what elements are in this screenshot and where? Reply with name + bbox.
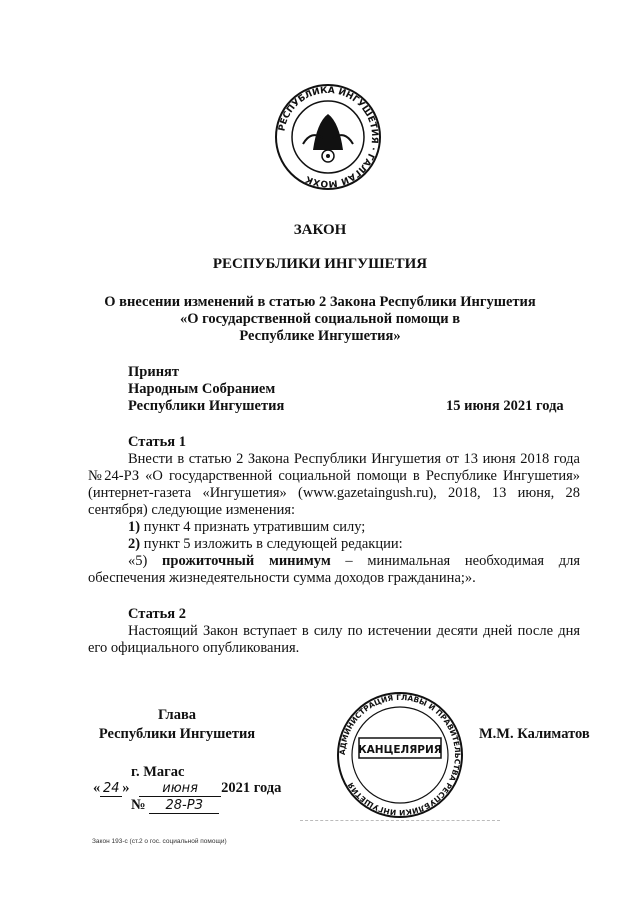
signing-city: г. Магас	[131, 764, 185, 780]
signatory-name: М.М. Калиматов	[479, 726, 590, 742]
law-title-line-2: «О государственной социальной помощи в	[179, 311, 461, 327]
republic-emblem-seal	[273, 82, 383, 192]
date-close-quote: »	[122, 780, 130, 796]
article-1-item-1	[88, 519, 580, 536]
date-month: июня	[139, 781, 221, 797]
signatory-position	[92, 706, 262, 744]
law-title-line-1: О внесении изменений в статью 2 Закона Республики Ингушетия	[104, 294, 536, 310]
date-day: 24	[100, 781, 122, 797]
date-year: 2021 года	[221, 780, 282, 796]
chancellery-stamp	[335, 690, 465, 820]
article-2-body	[88, 623, 580, 657]
number-value: 28-РЗ	[149, 798, 219, 814]
adoption-line-1: Принят	[128, 364, 180, 380]
item-2-text: пункт 5 изложить в следующей редакции:	[140, 536, 403, 552]
article-1-paragraph: Внести в статью 2 Закона Республики Ингушетия от 13 июня 2018 года №24-РЗ «О государственной социальной помощи в Республике Ингушетия» (интернет-газета «Ингушетия» (www.gazetaingush.ru), 2018, 13 июня, 28 сентября) следующие изменения:	[88, 451, 580, 518]
number-prefix: №	[131, 797, 146, 813]
law-number	[131, 797, 219, 814]
article-1-body	[88, 451, 580, 587]
quote-term: прожиточный минимум	[162, 553, 331, 569]
law-title	[0, 294, 640, 345]
item-1-number: 1)	[128, 519, 141, 535]
quote-text: – минимальная необходимая для обеспечения жизнедеятельности сумма доходов гражданина;».	[88, 553, 580, 586]
article-2-heading: Статья 2	[128, 606, 186, 622]
stamp-center-text: КАНЦЕЛЯРИЯ	[358, 744, 442, 756]
item-2-number: 2)	[128, 536, 141, 552]
article-1-quote	[88, 553, 580, 587]
date-open-quote: «	[93, 780, 101, 796]
signatory-position-line-1: Глава	[157, 707, 197, 723]
footer-file-reference: Закон 193-с (ст.2 о гос. социальной помощи)	[92, 838, 227, 845]
svg-text:АДМИНИСТРАЦИЯ ГЛАВЫ И ПРАВИТЕЛ: АДМИНИСТРАЦИЯ ГЛАВЫ И ПРАВИТЕЛЬСТВА РЕСПУБЛИКИ ИНГУШЕТИЯ	[337, 692, 463, 818]
article-1-heading: Статья 1	[128, 434, 186, 450]
scan-artifact-line	[300, 820, 500, 821]
svg-text:РЕСПУБЛИКА ИНГУШЕТИЯ · ГАЛГАЙ: РЕСПУБЛИКА ИНГУШЕТИЯ · ГАЛГАЙ МОХК	[277, 85, 380, 189]
document-type: ЗАКОН	[293, 222, 347, 238]
item-1-text: пункт 4 признать утратившим силу;	[140, 519, 366, 535]
document-issuer: РЕСПУБЛИКИ ИНГУШЕТИЯ	[212, 256, 428, 272]
adoption-block	[128, 364, 284, 415]
article-2-paragraph: Настоящий Закон вступает в силу по истечении десяти дней после дня его официального опубликования.	[88, 623, 580, 656]
quote-prefix: «5)	[128, 553, 163, 569]
adoption-line-2: Народным Собранием	[128, 381, 276, 397]
signing-date	[93, 780, 281, 797]
adoption-line-3: Республики Ингушетия	[128, 398, 285, 414]
signatory-position-line-2: Республики Ингушетия	[98, 726, 256, 742]
law-title-line-3: Республике Ингушетия»	[239, 328, 401, 344]
adoption-date: 15 июня 2021 года	[446, 398, 564, 414]
article-1-item-2	[88, 536, 580, 553]
